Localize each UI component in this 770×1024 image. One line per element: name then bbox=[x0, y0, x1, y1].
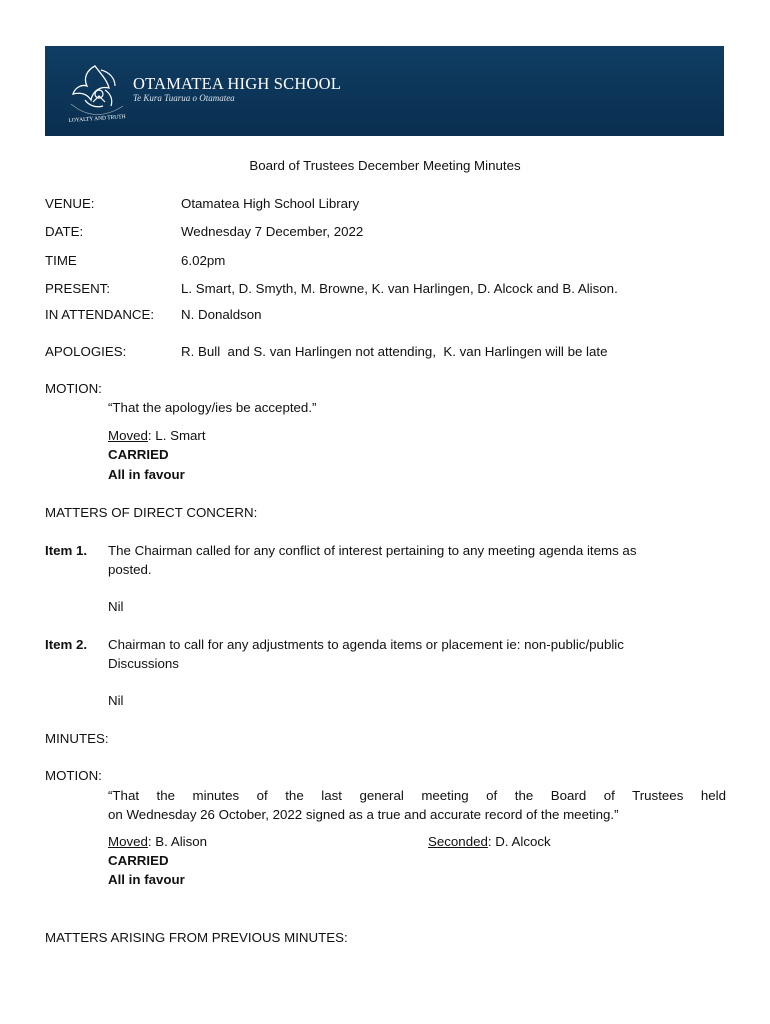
seconded-value: : D. Alcock bbox=[487, 834, 551, 849]
favour-text: All in favour bbox=[108, 467, 185, 482]
motion-heading: MOTION: bbox=[45, 381, 102, 396]
school-crest-icon bbox=[65, 60, 129, 126]
carried-text-2: CARRIED bbox=[108, 853, 169, 868]
moved-label: Moved bbox=[108, 428, 148, 443]
motion-2-line2: on Wednesday 26 October, 2022 signed as a true and accurate record of the meeting.” bbox=[108, 807, 619, 822]
time-value: 6.02pm bbox=[181, 253, 226, 268]
arising-heading: MATTERS ARISING FROM PREVIOUS MINUTES: bbox=[45, 930, 348, 945]
seconded-label: Seconded bbox=[428, 834, 488, 849]
venue-label: VENUE: bbox=[45, 196, 95, 211]
item-1-label: Item 1. bbox=[45, 543, 88, 558]
attendance-label: IN ATTENDANCE: bbox=[45, 307, 155, 322]
school-name: OTAMATEA HIGH SCHOOL bbox=[133, 74, 342, 93]
date-label: DATE: bbox=[45, 224, 84, 239]
present-label: PRESENT: bbox=[45, 281, 111, 296]
concern-heading: MATTERS OF DIRECT CONCERN: bbox=[45, 505, 258, 520]
moved-label-2: Moved bbox=[108, 834, 148, 849]
apologies-value: R. Bull and S. van Harlingen not attending, K. van Harlingen will be late bbox=[181, 344, 608, 359]
motion-2-line1: “That the minutes of the last general meeting of the Board of Trustees held bbox=[108, 788, 726, 803]
time-label: TIME bbox=[45, 253, 77, 268]
attendance-value: N. Donaldson bbox=[181, 307, 262, 322]
carried-text: CARRIED bbox=[108, 447, 169, 462]
motion-2-text bbox=[108, 786, 726, 824]
motion-2-heading: MOTION: bbox=[45, 768, 102, 783]
item-1-line1: The Chairman called for any conflict of interest pertaining to any meeting agenda items as bbox=[108, 543, 637, 558]
header-banner bbox=[45, 46, 724, 136]
moved-line bbox=[108, 427, 206, 444]
motto-text: LOYALTY AND TRUTH bbox=[68, 114, 126, 124]
venue-value: Otamatea High School Library bbox=[181, 196, 360, 211]
minutes-heading: MINUTES: bbox=[45, 731, 109, 746]
moved-value-2: : B. Alison bbox=[147, 834, 208, 849]
item-2-result: Nil bbox=[108, 693, 124, 708]
item-1-line2: posted. bbox=[108, 562, 152, 577]
school-subtitle: Te Kura Tuarua o Otamatea bbox=[133, 93, 235, 103]
date-value: Wednesday 7 December, 2022 bbox=[181, 224, 364, 239]
favour-text-2: All in favour bbox=[108, 872, 185, 887]
moved-value: : L. Smart bbox=[147, 428, 206, 443]
item-2-line2: Discussions bbox=[108, 656, 179, 671]
moved-line-2 bbox=[108, 833, 207, 850]
present-value: L. Smart, D. Smyth, M. Browne, K. van Harlingen, D. Alcock and B. Alison. bbox=[181, 281, 618, 296]
document-title: Board of Trustees December Meeting Minutes bbox=[249, 158, 521, 173]
apologies-label: APOLOGIES: bbox=[45, 344, 127, 359]
item-2-label: Item 2. bbox=[45, 637, 88, 652]
motion-text: “That the apology/ies be accepted.” bbox=[108, 400, 317, 415]
seconded-line bbox=[428, 833, 551, 850]
item-1-result: Nil bbox=[108, 599, 124, 614]
item-2-line1: Chairman to call for any adjustments to agenda items or placement ie: non-public/public bbox=[108, 637, 624, 652]
